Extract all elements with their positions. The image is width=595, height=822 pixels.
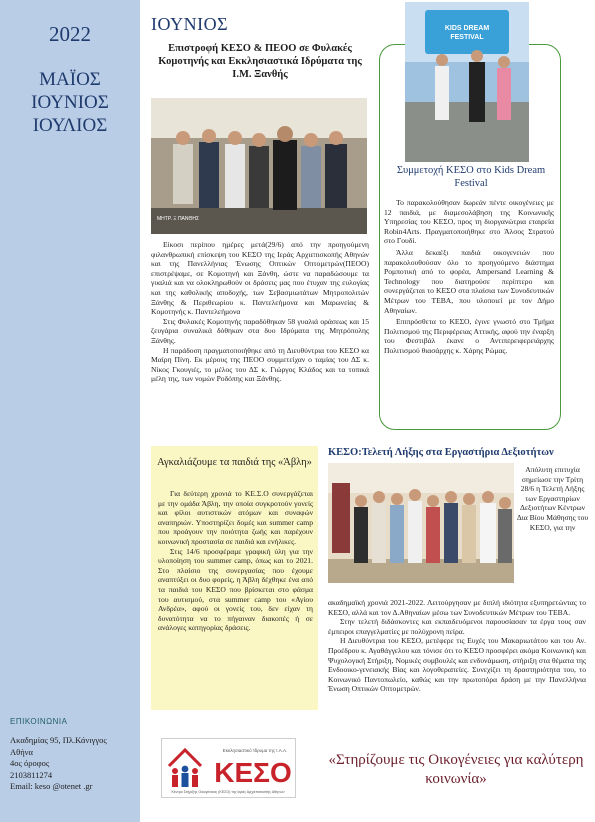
article4-paragraph: Η Διευθύντρια του ΚΕΣΟ, μετέφερε τις Ευχές του Μακαριωτάτου και του Αν. Προέδρου κ. Αγαθάγγελου και τόνισε ότι το ΚΕΣΟ προσφέρει ακόμα Κοινωνική και Ψυχολογική Στήριξη, Νομικές συμβουλές και ενδυνάμωση, στήριξη στα θέματα της Ενδοοικο-γενειακής Βίας και λογοθεραπείες. Συνεχίζει τη δραστηριότητα του, το Κοινωνικό Παντοπωλείο, καθώς και την πρωτοπόρα δράση με την Πανελλήνια Ένωση Οπτικών Οπτομετρών. xyxy=(328,636,586,694)
contact-phone: 2103811274 xyxy=(10,769,53,780)
article2-paragraph: Το παρακολούθησαν δωρεάν πέντε οικογένειες με 12 παιδιά, με διαμεσολάβηση της Κοινωνικής Υπηρεσίας του ΚΕΣΟ, προς τη διοργανώτρια εταιρεία Robin4Arts. Πραγματοποιήθηκε στο Άλσος Στρατού στο Γουδί. xyxy=(384,198,554,246)
contact-email: Email: keso @otenet .gr xyxy=(10,781,93,791)
article3-paragraph: Στις 14/6 προσφέραμε γραφική ύλη για την υλοποίηση του summer camp, όπως και το 2021. Στο πλαίσιο της συνεργασίας που έχουμε αναπτύξει οι δυο φορείς, η Άβλη δέχθηκε ένα από τα παιδιά του ΚΕΣΟ που βρίσκεται στο φάσμα του αυτισμού, στα summer camp του «Αγίου Ανδρέα», αφού οι γονείς του, δεν είχαν τη δυνατότητα να το πήγαιναν διακοπές ή σε ανάλογες κατηγορίας δράσεις. xyxy=(158,546,313,633)
month-title: ΙΟΥΝΙΟΣ xyxy=(151,14,229,34)
contact-heading: ΕΠΙΚΟΙΝΩΝΙΑ xyxy=(10,717,68,726)
article4-paragraph: ακαδημαϊκή χρονιά 2021-2022. Λειτούργησαν με διπλή ιδιότητα εξυπηρετώντας το ΚΕΣΟ, αλλά και τον Δ.Αθηναίων μέσω των Συνοδευτικών Μέτρων του ΤΕΒΑ. xyxy=(328,598,586,617)
article2-photo-sign: KIDS DREAM FESTIVAL xyxy=(444,25,490,41)
article1-photo-label: ΜΗΤΡ. Ξ ΠΑΝΘΗΣ xyxy=(157,216,200,222)
month-july: ΙΟΥΛΙΟΣ xyxy=(32,115,108,136)
keso-logo xyxy=(161,738,296,798)
month-june: ΙΟΥΝΙΟΣ xyxy=(31,92,109,113)
article2-photo xyxy=(405,2,529,162)
closing-quote: «Στηρίζουμε τις Οικογένειες για καλύτερη κοινωνία» xyxy=(328,752,584,787)
contact-floor: 4ος όροφος xyxy=(10,758,50,768)
article4-paragraph: Στην τελετή διδάσκοντες και εκπαιδευόμενοι παρουσίασαν τα έργα τους σαν έμπειροι επαγγελματίες με πολύχρονη πείρα. xyxy=(328,617,586,636)
article1-paragraph: Στις Φυλακές Κομοτηνής παραδόθηκαν 58 γυαλιά οράσεως και 15 ζευγάρια συναλικά δόθηκαν στα δυο Ιδρύματα της Μητρόπολης Ξάνθης. xyxy=(151,316,369,345)
article1-paragraph: Είκοσι περίπου ημέρες μετά(29/6) από την προηγούμενη φιλανθρωπική επίσκεψη του ΚΕΣΟ της Ιεράς Αρχιεπισκοπής Αθηνών και της Πανελλήνιας Ένωσης Οπτικών Οπτομετρών(ΠΕΟΟ) επιστρέψαμε, σε Κομοτηνή και Ξάνθη, ώστε να παραδώσουμε τα γυαλιά και να ολοκληρωθούν οι δράσεις μας που έτυχαν της ευλογίας και της καθολικής αποδοχής, των Σεβασμιωτάτων Μητροπολιτών Ξάνθης & Περιθεωρίου κ. Παντελεήμονα και Μαρωνείας & Κομοτηνής κ. Παντελεήμονα xyxy=(151,240,369,317)
article1-body xyxy=(151,240,369,384)
article3-paragraph: Για δεύτερη χρονιά το ΚΕ.Σ.Ο συνεργάζεται με την ομάδα Άβλη, την οποία συγκροτούν γονείς και φίλοι αυτιστικών ατόμων και συναφών αναπηριών. Υποστηρίζει δομές και summer camp που προάγουν την ποιότητα ζωής και παρέχουν κοινωνική προστασία σε παιδιά και ενήλικες. xyxy=(158,489,313,546)
article4-photo xyxy=(328,463,514,583)
article3-body xyxy=(158,489,313,633)
article4-body xyxy=(328,598,586,694)
issue-months xyxy=(0,68,140,137)
article1-title: Επιστροφή ΚΕΣΟ & ΠΕΟΟ σε Φυλακές Κομοτηνής και Εκκλησιαστικά Ιδρύματα της Ι.Μ. Ξανθής xyxy=(158,43,362,80)
contact-address: Ακαδημίας 95, Πλ.Κάνιγγος xyxy=(10,735,107,745)
article4-title: ΚΕΣΟ:Τελετή Λήξης στα Εργαστήρια Δεξιοτήτων xyxy=(328,447,554,458)
article2-paragraph: Άλλα δεκαέξι παιδιά οικογενειών που παρακολουθούσαν όλο το προηγούμενο διάστημα Ρομποτική από το φορέα, Ampersand Learning & Technology που διατηρούσε περίπτερο και συνεργάζεται το ΚΕΣΟ στα πλαίσια των Συνοδευτικών Μέτρων του ΤΕΒΑ, που υλοποιεί με τον Δήμο Αθηναίων. xyxy=(384,247,554,315)
contact-city: Αθήνα xyxy=(10,746,33,757)
month-may: ΜΑΪΟΣ xyxy=(39,69,101,90)
contact-info xyxy=(10,735,107,793)
article4-side-text: Απόλυτη επιτυχία σημείωσε την Τρίτη 28/6 η Τελετή Λήξης των Εργαστηρίων Δεξιοτήτων Κέντρων Δια Βίου Μάθησης του ΚΕΣΟ, για την xyxy=(516,465,589,532)
article2-title: Συμμετοχή ΚΕΣΟ στο Kids Dream Festival xyxy=(396,165,546,189)
article1-photo xyxy=(151,98,367,234)
logo-footer: Κέντρο Στήριξης Οικογένειας (ΚΕΣΟ) της Ιεράς Αρχιεπισκοπής Αθηνών xyxy=(171,790,285,794)
article3-title: Αγκαλιάζουμε τα παιδιά της «Άβλη» xyxy=(157,457,312,468)
logo-text: ΚΕΣΟ xyxy=(214,757,292,788)
article2-paragraph: Επιπρόσθετα το ΚΕΣΟ, έγινε γνωστό στο Τμήμα Πολιτισμού της Περιφέρειας Αττικής, αφού την έναρξη του Φεστιβάλ έκανε ο Αντιπερειφερειάρχης Πολιτισμού θιασάρχης κ. Χάρης Ρώμας. xyxy=(384,317,554,355)
issue-year: 2022 xyxy=(49,22,91,46)
article2-body xyxy=(384,198,554,358)
logo-subtitle: Εκκλησιαστικό Ίδρυμα της Ι.Α.Α. xyxy=(222,748,288,753)
article1-paragraph: Η παράδοση πραγματοποιήθηκε από τη Διευθύντρια του ΚΕΣΟ κα Μαίρη Πίνη. Εκ μέρους της ΠΕΟΟ συμμετείχαν ο ταμίας του ΔΣ κ. Νίκος Γκουγιές, το μέλος του ΔΣ κ. Γιώργος Κλάδος και τα τοπικά μέλη της, των νομών Ροδόπης και Ξάνθης. xyxy=(151,345,369,384)
